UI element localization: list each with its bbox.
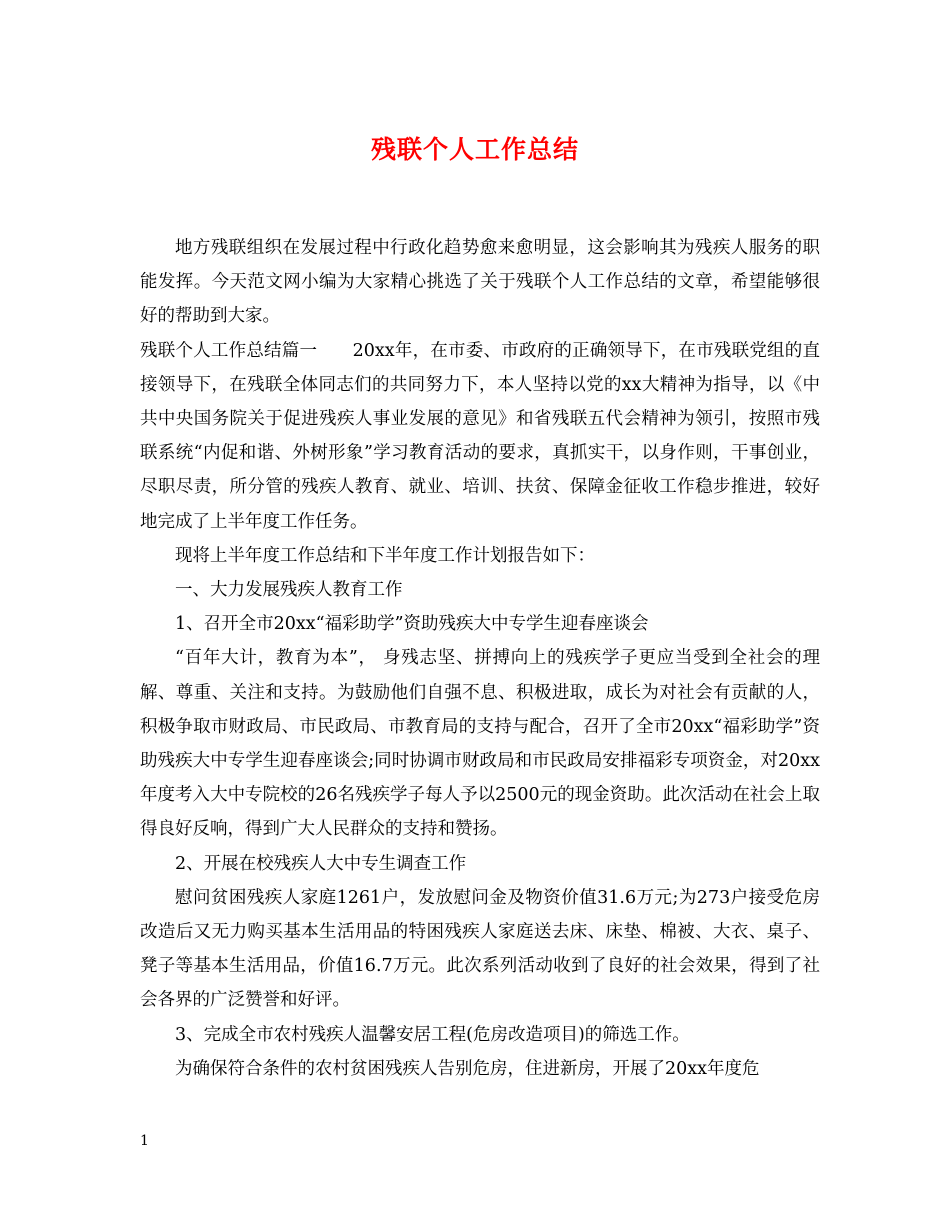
subsection-heading-symposium: 1、召开全市20xx“福彩助学”资助残疾大中专学生迎春座谈会 xyxy=(175,614,649,635)
symposium-paragraph: “百年大计，教育为本”， 身残志坚、拼搏向上的残疾学子更应当受到全社会的理解、尊重、关注和支持。为鼓励他们自强不息、积极进取，成长为对社会有贡献的人，积极争取市财政局、市民政局、市教育局的支持与配合，召开了全市20xx“福彩助学”资助残疾大中专学生迎春座谈会;同时协调市财政局和市民政局安排福彩专项资金，对20xx年度考入大中专院校的26名残疾学子每人予以2500元的现金资助。此次活动在社会上取得良好反响，得到广大人民群众的支持和赞扬。 xyxy=(140,648,820,840)
intro-paragraph: 地方残联组织在发展过程中行政化趋势愈来愈明显，这会影响其为残疾人服务的职能发挥。今天范文网小编为大家精心挑选了关于残联个人工作总结的文章，希望能够很好的帮助到大家。 xyxy=(140,238,820,327)
housing-paragraph: 为确保符合条件的农村贫困残疾人告别危房，住进新房，开展了20xx年度危 xyxy=(175,1058,760,1079)
subsection-heading-survey: 2、开展在校残疾人大中专生调查工作 xyxy=(175,853,467,874)
page-number: 1 xyxy=(140,1133,149,1149)
survey-paragraph: 慰问贫困残疾人家庭1261户，发放慰问金及物资价值31.6万元;为273户接受危房改造后又无力购买基本生活用品的特困残疾人家庭送去床、床垫、棉被、大衣、桌子、凳子等基本生活用品，价值16.7万元。此次系列活动收到了良好的社会效果，得到了社会各界的广泛赞誉和好评。 xyxy=(140,887,820,1011)
report-intro-paragraph: 现将上半年度工作总结和下半年度工作计划报告如下： xyxy=(175,545,595,566)
document-body xyxy=(140,231,820,1086)
section-heading-education: 一、大力发展残疾人教育工作 xyxy=(175,580,403,601)
document-title: 残联个人工作总结 xyxy=(370,135,579,164)
subsection-heading-housing: 3、完成全市农村残疾人温馨安居工程(危房改造项目)的筛选工作。 xyxy=(175,1024,690,1045)
article-one-paragraph: 残联个人工作总结篇一 20xx年，在市委、市政府的正确领导下，在市残联党组的直接领导下，在残联全体同志们的共同努力下，本人坚持以党的xx大精神为指导，以《中共中央国务院关于促进残疾人事业发展的意见》和省残联五代会精神为领引，按照市残联系统“内促和谐、外树形象”学习教育活动的要求，真抓实干，以身作则，干事创业，尽职尽责，所分管的残疾人教育、就业、培训、扶贫、保障金征收工作稳步推进，较好地完成了上半年度工作任务。 xyxy=(140,340,820,532)
